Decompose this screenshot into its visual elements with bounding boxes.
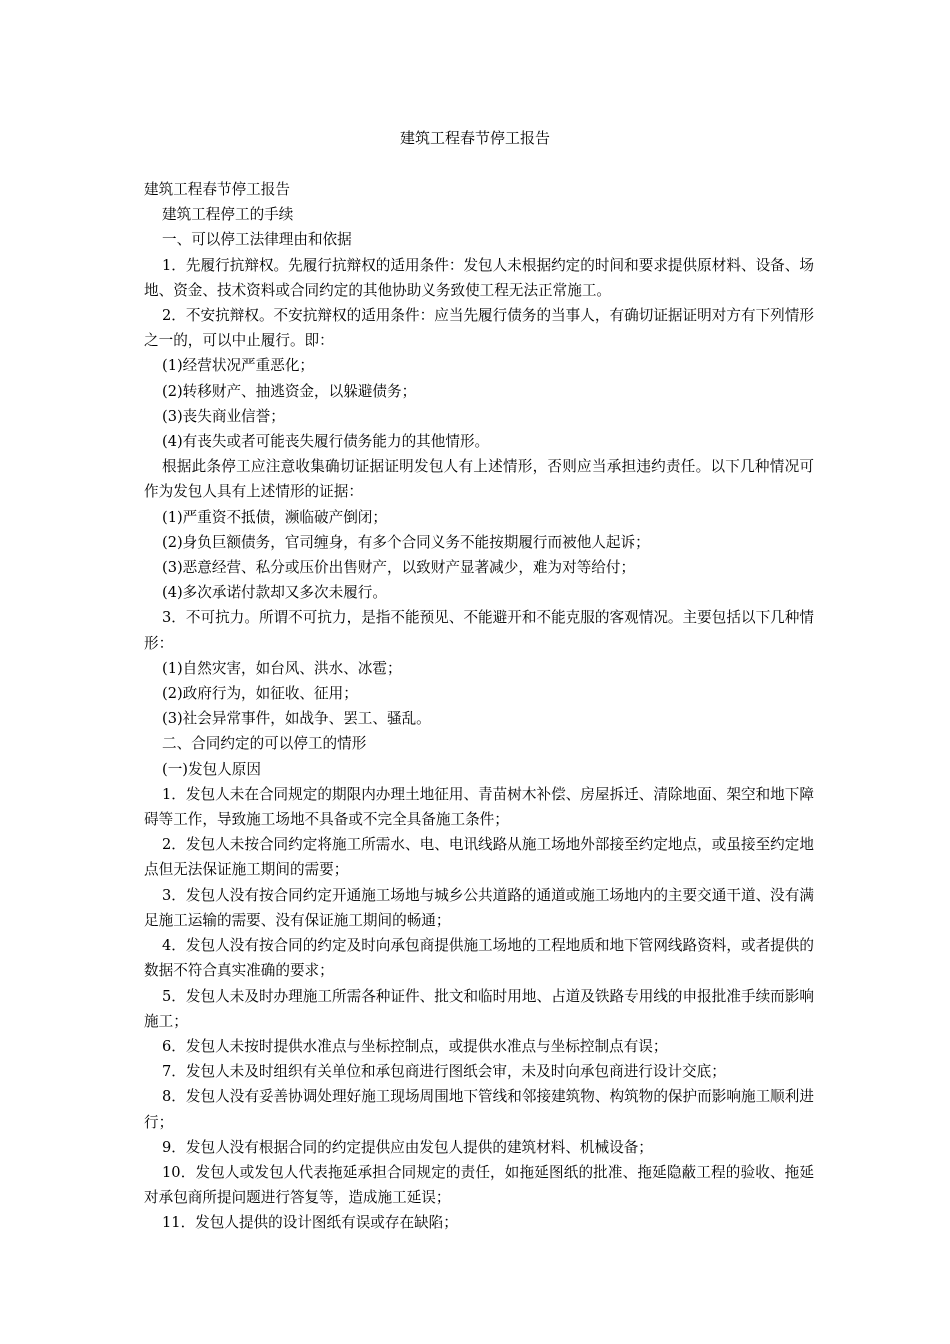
- paragraph: 建筑工程停工的手续: [162, 206, 294, 224]
- list-item: 4．发包人没有按合同的约定及时向承包商提供施工场地的工程地质和地下管网线路资料，或者提供的数据不符合真实准确的要求；: [144, 937, 814, 980]
- list-item: (3)丧失商业信誉；: [162, 407, 285, 425]
- list-item: (3)社会异常事件，如战争、罢工、骚乱。: [162, 710, 431, 728]
- list-item: 5．发包人未及时办理施工所需各种证件、批文和临时用地、占道及铁路专用线的申报批准手续而影响施工；: [144, 987, 814, 1030]
- list-item: 3．发包人没有按合同约定开通施工场地与城乡公共道路的通道或施工场地内的主要交通干道、没有满足施工运输的需要、没有保证施工期间的畅通；: [144, 886, 814, 929]
- paragraph-heading: 建筑工程春节停工报告: [144, 181, 290, 198]
- list-item: (4)多次承诺付款却又多次未履行。: [162, 584, 387, 602]
- paragraph: 3．不可抗力。所谓不可抗力，是指不能预见、不能避开和不能克服的客观情况。主要包括以下几种情形：: [144, 609, 814, 652]
- list-item: (4)有丧失或者可能丧失履行债务能力的其他情形。: [162, 433, 490, 451]
- list-item: 10．发包人或发包人代表拖延承担合同规定的责任，如拖延图纸的批准、拖延隐蔽工程的验收、拖延对承包商所提问题进行答复等，造成施工延误；: [144, 1163, 814, 1207]
- section-heading: 二、合同约定的可以停工的情形: [162, 735, 367, 753]
- list-item: 2．发包人未按合同约定将施工所需水、电、电讯线路从施工场地外部接至约定地点，或虽接至约定地点但无法保证施工期间的需要；: [144, 836, 814, 879]
- subsection-heading: (一)发包人原因: [162, 760, 261, 778]
- list-item: (2)转移财产、抽逃资金，以躲避债务；: [162, 382, 417, 400]
- list-item: 7．发包人未及时组织有关单位和承包商进行图纸会审，未及时向承包商进行设计交底；: [162, 1063, 726, 1081]
- list-item: 1．发包人未在合同规定的期限内办理土地征用、青苗树木补偿、房屋拆迁、清除地面、架空和地下障碍等工作，导致施工场地不具备或不完全具备施工条件；: [144, 785, 814, 829]
- paragraph: 2．不安抗辩权。不安抗辩权的适用条件：应当先履行债务的当事人，有确切证据证明对方有下列情形之一的，可以中止履行。即：: [144, 307, 814, 350]
- list-item: 9．发包人没有根据合同的约定提供应由发包人提供的建筑材料、机械设备；: [162, 1138, 653, 1156]
- document-body: [144, 177, 814, 1236]
- list-item: (2)政府行为，如征收、征用；: [162, 685, 358, 703]
- document-title: 建筑工程春节停工报告: [399, 129, 550, 147]
- list-item: 6．发包人未按时提供水准点与坐标控制点，或提供水准点与坐标控制点有误；: [162, 1037, 668, 1055]
- list-item: (1)经营状况严重恶化；: [162, 357, 315, 375]
- paragraph: 根据此条停工应注意收集确切证据证明发包人有上述情形，否则应当承担违约责任。以下几种情况可作为发包人具有上述情形的证据：: [144, 458, 814, 501]
- list-item: (2)身负巨额债务，官司缠身，有多个合同义务不能按期履行而被他人起诉；: [162, 533, 650, 551]
- list-item: 11．发包人提供的设计图纸有误或存在缺陷；: [162, 1214, 458, 1232]
- list-item: (1)自然灾害，如台风、洪水、冰雹；: [162, 659, 402, 677]
- list-item: (1)严重资不抵债，濒临破产倒闭；: [162, 508, 387, 526]
- list-item: 8．发包人没有妥善协调处理好施工现场周围地下管线和邻接建筑物、构筑物的保护而影响施工顺利进行；: [144, 1088, 814, 1131]
- paragraph: 1．先履行抗辩权。先履行抗辩权的适用条件：发包人未根据约定的时间和要求提供原材料、设备、场地、资金、技术资料或合同约定的其他协助义务致使工程无法正常施工。: [144, 256, 814, 299]
- section-heading: 一、可以停工法律理由和依据: [162, 231, 352, 249]
- list-item: (3)恶意经营、私分或压价出售财产，以致财产显著减少，难为对等给付；: [162, 559, 636, 577]
